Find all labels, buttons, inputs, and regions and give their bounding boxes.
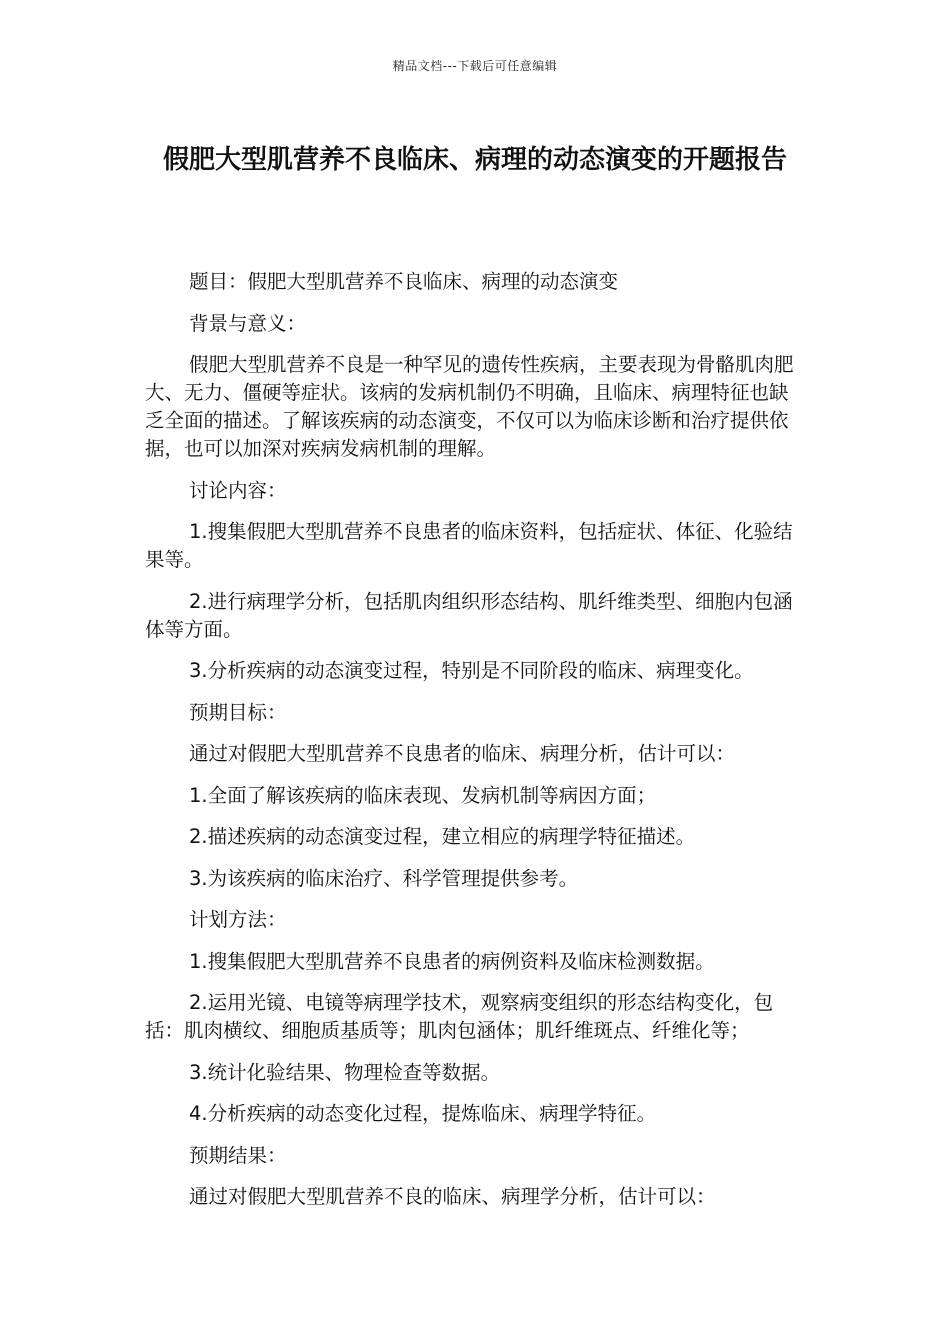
- method-item: 3.统计化验结果、物理检查等数据。: [189, 1060, 501, 1084]
- goal-item: 2.描述疾病的动态演变过程，建立相应的病理学特征描述。: [189, 825, 696, 848]
- content-item: 1.搜集假肥大型肌营养不良患者的临床资料，包括症状、体征、化验结果等。: [145, 520, 793, 571]
- method-item: 2.运用光镜、电镜等病理学技术，观察病变组织的形态结构变化，包括：肌肉横纹、细胞质基质等；肌肉包涵体；肌纤维斑点、纤维化等；: [145, 991, 774, 1042]
- section-heading-methods: 计划方法：: [189, 908, 287, 931]
- content-item: 2.进行病理学分析，包括肌肉组织形态结构、肌纤维类型、细胞内包涵体等方面。: [145, 589, 793, 641]
- method-item: 1.搜集假肥大型肌营养不良患者的病例资料及临床检测数据。: [189, 949, 715, 973]
- results-intro: 通过对假肥大型肌营养不良的临床、病理学分析，估计可以：: [189, 1185, 716, 1208]
- goal-item: 3.为该疾病的临床治疗、科学管理提供参考。: [189, 866, 579, 890]
- method-item: 4.分析疾病的动态变化过程，提炼临床、病理学特征。: [189, 1102, 657, 1125]
- section-heading-content: 讨论内容：: [189, 478, 287, 502]
- section-heading-goals: 预期目标：: [189, 700, 287, 724]
- goals-intro: 通过对假肥大型肌营养不良患者的临床、病理分析，估计可以：: [189, 742, 736, 765]
- section-heading-results: 预期结果：: [189, 1143, 287, 1167]
- page-header: 精品文档---下载后可任意编辑: [392, 59, 558, 73]
- goal-item: 1.全面了解该疾病的临床表现、发病机制等病因方面；: [189, 783, 657, 807]
- background-paragraph: 假肥大型肌营养不良是一种罕见的遗传性疾病，主要表现为骨骼肌肉肥大、无力、僵硬等症状。该病的发病机制仍不明确，且临床、病理特征也缺乏全面的描述。了解该疾病的动态演变，不仅可以为临床诊断和治疗提供依据，也可以加深对疾病发病机制的理解。: [145, 353, 794, 460]
- document-title: 假肥大型肌营养不良临床、病理的动态演变的开题报告: [162, 145, 787, 175]
- topic-line: 题目：假肥大型肌营养不良临床、病理的动态演变: [189, 270, 619, 293]
- section-heading-background: 背景与意义：: [189, 311, 307, 335]
- content-item: 3.分析疾病的动态演变过程，特别是不同阶段的临床、病理变化。: [189, 659, 754, 682]
- document-body: [145, 268, 795, 1225]
